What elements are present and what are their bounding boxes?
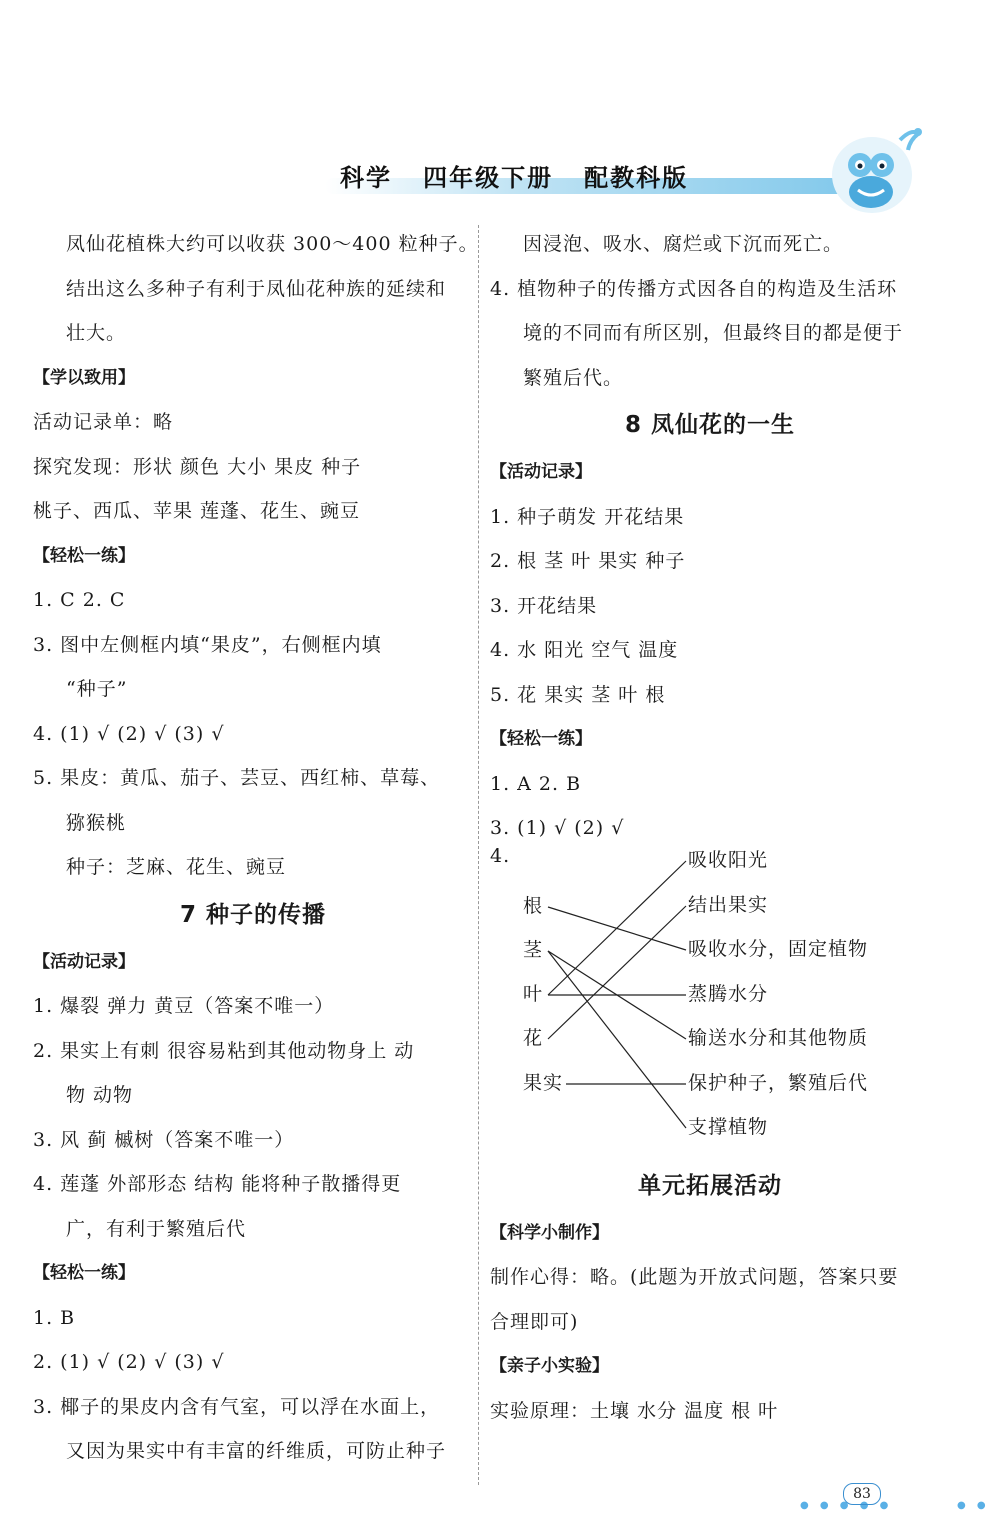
left-line: 5. 果皮：黄瓜、茄子、芸豆、西红柿、草莓、 bbox=[33, 767, 441, 789]
match-right-item: 蒸腾水分 bbox=[688, 982, 769, 1005]
right_bottom-line: 实验原理：土壤 水分 温度 根 叶 bbox=[490, 1399, 779, 1422]
right_top-line: 5. 花 果实 茎 叶 根 bbox=[490, 683, 666, 706]
left-line: 活动记录单：略 bbox=[33, 411, 174, 433]
match-left-item: 茎 bbox=[523, 938, 544, 961]
right-column bbox=[490, 222, 930, 1433]
column-divider bbox=[478, 225, 479, 1485]
section-label: 【轻松一练】 bbox=[490, 729, 592, 749]
match-right-item: 吸收水分，固定植物 bbox=[688, 937, 869, 960]
section-label: 【活动记录】 bbox=[33, 951, 135, 972]
right_bottom-line: 合理即可) bbox=[490, 1310, 579, 1333]
left-line: 1. C 2. C bbox=[33, 589, 126, 611]
matching-number: 4. bbox=[490, 844, 511, 867]
left-line: 猕猴桃 bbox=[66, 811, 127, 834]
right_top-line: 2. 根 茎 叶 果实 种子 bbox=[490, 550, 686, 572]
right_top-line: 境的不同而有所区别，但最终目的都是便于 bbox=[523, 322, 904, 344]
match-right-item: 支撑植物 bbox=[688, 1115, 769, 1138]
right_top-line: 1. 种子萌发 开花结果 bbox=[490, 505, 685, 528]
left-line: 又因为果实中有丰富的纤维质，可防止种子 bbox=[66, 1440, 447, 1462]
left-line: 3. 椰子的果皮内含有气室，可以浮在水面上， bbox=[33, 1395, 441, 1418]
left-line: 4. 莲蓬 外部形态 结构 能将种子散播得更 bbox=[33, 1173, 402, 1195]
right_bottom-line: 制作心得：略。(此题为开放式问题，答案只要 bbox=[490, 1266, 899, 1288]
left-line: 桃子、西瓜、苹果 莲蓬、花生、豌豆 bbox=[33, 500, 361, 522]
left-line: 探究发现：形状 颜色 大小 果皮 种子 bbox=[33, 455, 362, 478]
lesson-title: 7 种子的传播 bbox=[179, 901, 326, 928]
section-label: 【亲子小实验】 bbox=[490, 1356, 609, 1376]
section-label: 【轻松一练】 bbox=[33, 1263, 135, 1283]
frog-mascot-icon bbox=[820, 120, 925, 220]
left-line: 凤仙花植株大约可以收获 300～400 粒种子。 bbox=[66, 233, 479, 255]
section-label: 【轻松一练】 bbox=[33, 545, 135, 566]
match-left-item: 果实 bbox=[523, 1071, 564, 1094]
right_top-line: 4. 植物种子的传播方式因各自的构造及生活环 bbox=[490, 277, 898, 300]
left-line: 广，有利于繁殖后代 bbox=[66, 1217, 247, 1240]
right_top-line: 1. A 2. B bbox=[490, 772, 582, 795]
match-link bbox=[548, 906, 686, 1039]
left-column bbox=[33, 222, 479, 1474]
left-line: 1. B bbox=[33, 1306, 76, 1329]
right_top-line: 繁殖后代。 bbox=[523, 366, 624, 389]
match-link bbox=[548, 861, 686, 995]
lesson-title: 8 凤仙花的一生 bbox=[624, 412, 795, 438]
left-line: 4. (1) √ (2) √ (3) √ bbox=[33, 722, 225, 745]
right_top-line: 3. 开花结果 bbox=[490, 594, 598, 617]
left-line: 3. 图中左侧框内填“果皮”，右侧框内填 bbox=[33, 633, 382, 656]
match-left-item: 叶 bbox=[523, 982, 544, 1005]
left-line: 2. (1) √ (2) √ (3) √ bbox=[33, 1351, 225, 1373]
left-line: 物 动物 bbox=[66, 1084, 134, 1106]
left-line: 种子：芝麻、花生、豌豆 bbox=[66, 856, 287, 878]
left-line: 2. 果实上有刺 很容易粘到其他动物身上 动 bbox=[33, 1039, 415, 1062]
section-label: 【学以致用】 bbox=[33, 367, 135, 388]
page-number: 83 bbox=[843, 1483, 881, 1505]
match-left-item: 花 bbox=[523, 1026, 544, 1049]
match-left-item: 根 bbox=[523, 894, 544, 917]
left-line: 壮大。 bbox=[66, 322, 127, 344]
right_top-line: 因浸泡、吸水、腐烂或下沉而死亡。 bbox=[523, 233, 844, 255]
left-line: 1. 爆裂 弹力 黄豆（答案不唯一） bbox=[33, 995, 335, 1017]
section-label: 【科学小制作】 bbox=[490, 1222, 609, 1243]
section-label: 【活动记录】 bbox=[490, 462, 592, 482]
lesson-title: 单元拓展活动 bbox=[638, 1172, 782, 1199]
left-line: “种子” bbox=[66, 678, 128, 700]
match-right-item: 保护种子，繁殖后代 bbox=[688, 1071, 869, 1094]
left-line: 3. 风 蓟 槭树（答案不唯一） bbox=[33, 1128, 295, 1151]
left-line: 结出这么多种子有利于凤仙花种族的延续和 bbox=[66, 277, 447, 300]
match-right-item: 吸收阳光 bbox=[688, 848, 769, 871]
right_top-line: 3. (1) √ (2) √ bbox=[490, 817, 625, 839]
match-link bbox=[548, 951, 686, 1128]
match-right-item: 结出果实 bbox=[688, 893, 769, 916]
right_top-line: 4. 水 阳光 空气 温度 bbox=[490, 639, 679, 661]
matching-diagram bbox=[490, 844, 930, 1161]
match-right-item: 输送水分和其他物质 bbox=[688, 1026, 869, 1049]
header-title: 科学 四年级下册 配教科版 bbox=[340, 164, 689, 192]
footer-dots: ● ● ● ● ● ● ● bbox=[800, 1500, 990, 1511]
